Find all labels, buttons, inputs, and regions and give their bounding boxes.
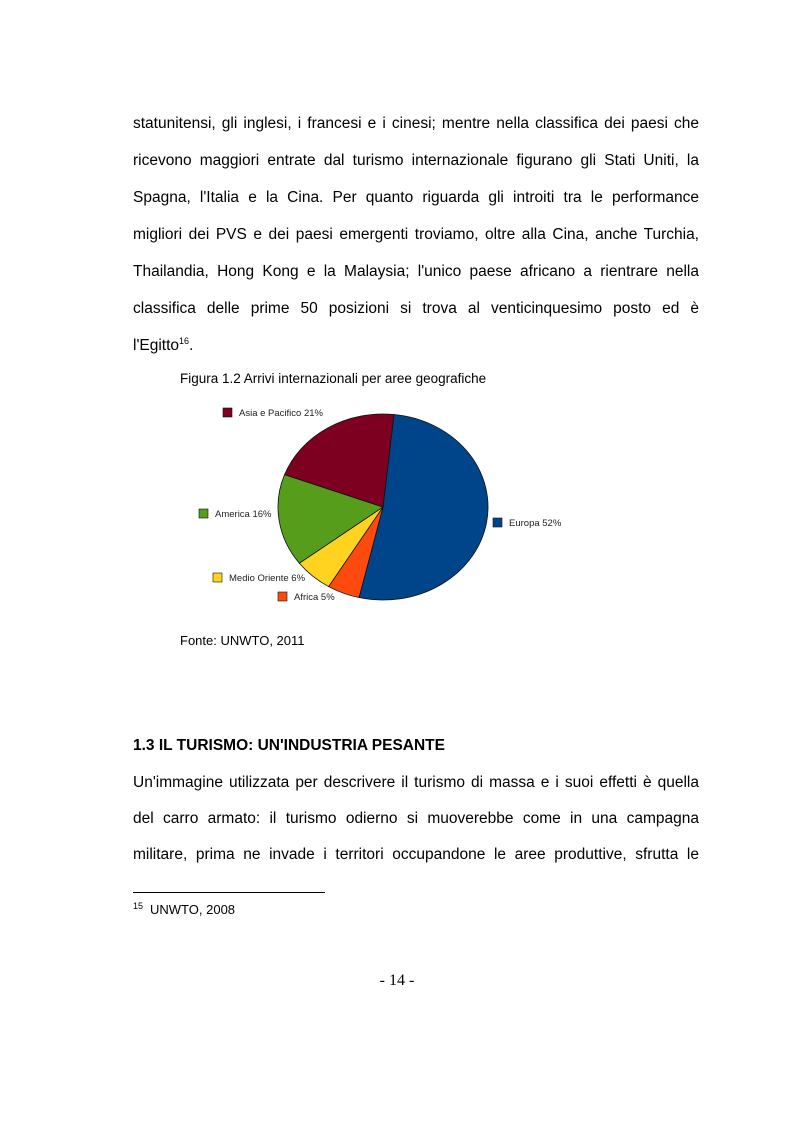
paragraph-line: classifica delle prime 50 posizioni si trova al venticinquesimo posto ed è	[133, 300, 699, 317]
paragraph-line: militare, prima ne invade i territori occupandone le aree produttive, sfrutta le	[133, 846, 699, 863]
footnote-text: UNWTO, 2008	[150, 902, 236, 917]
legend-entry	[213, 573, 306, 584]
legend-entry	[199, 509, 272, 520]
paragraph-line: del carro armato: il turismo odierno si muoverebbe come in una campagna	[133, 810, 699, 827]
footnote-number: 15	[133, 901, 144, 911]
paragraph-line: statunitensi, gli inglesi, i francesi e i cinesi; mentre nella classifica dei paesi che	[133, 115, 699, 132]
legend-swatch	[199, 509, 208, 518]
legend-label: Medio Oriente 6%	[229, 573, 306, 584]
paragraph-line: migliori dei PVS e dei paesi emergenti troviamo, oltre alla Cina, anche Turchia,	[133, 226, 699, 243]
footnote	[133, 902, 235, 917]
legend-label: America 16%	[215, 509, 272, 520]
paragraph-line: ricevono maggiori entrate dal turismo internazionale figurano gli Stati Uniti, la	[133, 152, 699, 169]
legend-entry	[493, 518, 562, 529]
legend-swatch	[223, 408, 232, 417]
pie-chart	[190, 400, 590, 615]
paragraph-line: Un'immagine utilizzata per descrivere il turismo di massa e i suoi effetti è quella	[133, 774, 699, 791]
legend-swatch	[278, 592, 287, 601]
page-number: - 14 -	[379, 972, 415, 989]
legend-label: Africa 5%	[294, 592, 335, 603]
section-heading: 1.3 IL TURISMO: UN'INDUSTRIA PESANTE	[133, 737, 445, 754]
legend-entry	[223, 408, 324, 419]
legend-entry	[278, 592, 335, 603]
paragraph-line-end: .	[189, 337, 194, 354]
paragraph-line: Thailandia, Hong Kong e la Malaysia; l'unico paese africano a rientrare nella	[133, 263, 699, 280]
figure-caption: Figura 1.2 Arrivi internazionali per aree geografiche	[180, 371, 487, 386]
legend-label: Asia e Pacifico 21%	[239, 408, 323, 419]
paragraph-last-line	[133, 336, 699, 356]
figure-source: Fonte: UNWTO, 2011	[180, 633, 305, 648]
legend-swatch	[493, 518, 502, 527]
legend-label: Europa 52%	[509, 518, 562, 529]
footnote-separator	[133, 892, 325, 893]
paragraph-line: Spagna, l'Italia e la Cina. Per quanto riguarda gli introiti tra le performance	[133, 189, 699, 206]
footnote-reference[interactable]: 16	[179, 335, 190, 346]
legend-swatch	[213, 573, 222, 582]
paragraph-line-text: l'Egitto	[133, 337, 180, 354]
